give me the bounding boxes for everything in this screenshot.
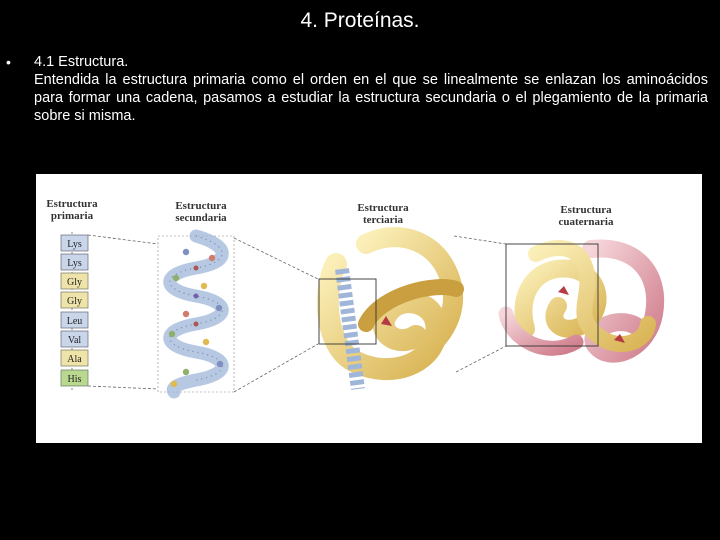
aa-label: Lys — [67, 258, 82, 269]
aa-box — [61, 370, 88, 386]
bullet-body: Entendida la estructura primaria como el orden en el que se linealmente se enlazan los aminoácidos para formar una cadena, pasamos a estudiar la estructura secundaria o el plegamiento de la primaria sobre si misma. — [34, 72, 708, 124]
aa-box — [61, 350, 88, 366]
aa-label: Val — [67, 335, 82, 346]
aa-label: His — [67, 374, 82, 385]
aa-label: Gly — [67, 277, 82, 288]
aa-box — [61, 273, 88, 289]
aa-label: Gly — [67, 296, 82, 307]
bullet-symbol: • — [6, 54, 11, 70]
primary-chain — [61, 232, 88, 392]
aa-box — [61, 312, 88, 328]
tertiary-fold — [319, 237, 456, 389]
protein-structure-illustration — [36, 174, 702, 443]
aa-label: Ala — [67, 354, 82, 365]
connector-line — [88, 235, 158, 244]
aa-box — [61, 331, 88, 347]
connector-line — [454, 236, 506, 244]
label-terciaria-line2: terciaria — [362, 214, 404, 226]
aa-label: Lys — [67, 239, 82, 250]
label-cuaternaria-line1: Estructura — [560, 204, 612, 216]
label-cuaternaria-line2: cuaternaria — [558, 216, 614, 228]
connector-line — [88, 386, 158, 389]
bullet-heading: 4.1 Estructura. — [34, 54, 129, 70]
quaternary-assembly — [506, 244, 655, 354]
connector-line — [234, 238, 318, 279]
slide-title: 4. Proteínas. — [300, 9, 420, 32]
aa-box — [61, 292, 88, 308]
label-secundaria-line1: Estructura — [175, 200, 227, 212]
label-secundaria-line2: secundaria — [175, 212, 227, 224]
protein-structure-figure — [36, 174, 702, 443]
label-terciaria-line1: Estructura — [357, 202, 409, 214]
bullet-content — [34, 53, 708, 125]
connector-line — [456, 346, 506, 372]
connector-line — [234, 344, 318, 392]
aa-box — [61, 235, 88, 251]
label-primaria-line1: Estructura — [46, 198, 98, 210]
alpha-helix — [158, 236, 234, 392]
aa-box — [61, 254, 88, 270]
aa-label: Leu — [66, 316, 83, 327]
label-primaria-line2: primaria — [50, 210, 94, 222]
